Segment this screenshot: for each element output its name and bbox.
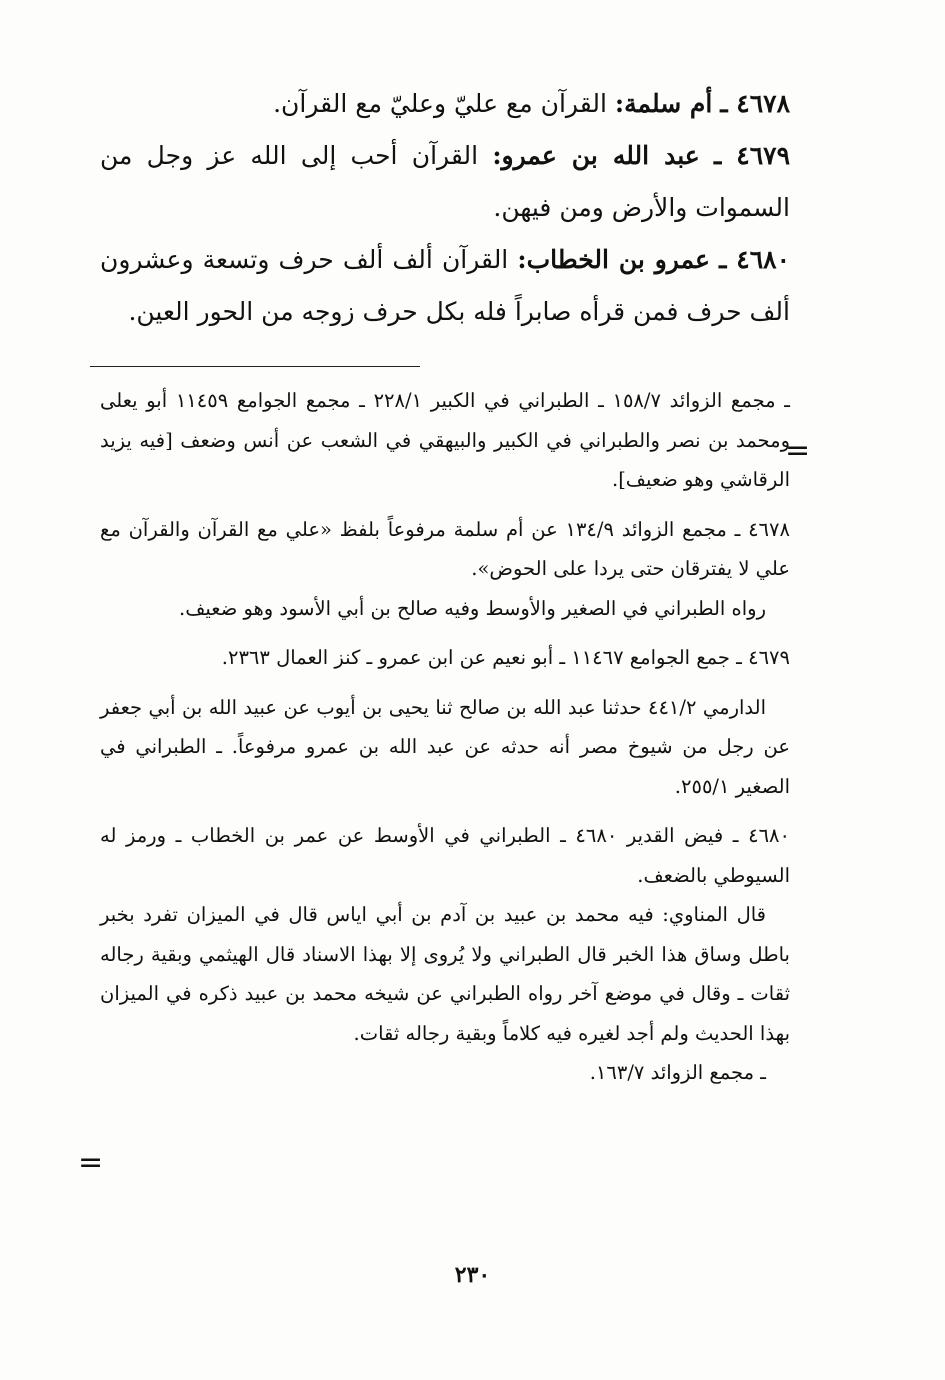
- entry-text: القرآن مع عليّ وعليّ مع القرآن.: [273, 89, 607, 118]
- entry-4678: [100, 78, 790, 130]
- footnote: ٤٦٧٨ ـ مجمع الزوائد ١٣٤/٩ عن أم سلمة مرفوعاً بلفظ «علي مع القرآن والقرآن مع علي لا يفترقان حتى يردا على الحوض».: [100, 517, 790, 580]
- entry-narrator: أم سلمة:: [614, 89, 713, 118]
- page-number: ٢٣٠: [454, 1262, 491, 1288]
- footnote: ـ مجمع الزوائد ١٥٨/٧ ـ الطبراني في الكبير ٢٢٨/١ ـ مجمع الجوامع ١١٤٥٩ أبو يعلى ومحمد بن نصر والطبراني في الكبير والبيهقي في الشعب عن أنس وضعف [فيه يزيد الرقاشي وهو ضعيف].: [100, 389, 791, 491]
- entry-number: ٤٦٧٩ ـ: [713, 141, 790, 170]
- footnote: ٤٦٨٠ ـ فيض القدير ٤٦٨٠ ـ الطبراني في الأوسط عن عمر بن الخطاب ـ ورمز له السيوطي بالضعف.: [100, 824, 790, 887]
- footnote: رواه الطبراني في الصغير والأوسط وفيه صالح بن أبي الأسود وهو ضعيف.: [179, 596, 766, 620]
- footnote: ـ مجمع الزوائد ١٦٣/٧.: [589, 1061, 766, 1084]
- entry-number: ٤٦٨٠ ـ: [719, 245, 791, 274]
- page-body: [100, 78, 790, 1103]
- entry-text: القرآن ألف ألف حرف وتسعة وعشرون ألف حرف فمن قرأه صابراً فله بكل حرف زوجه من الحور العين.: [100, 245, 790, 326]
- entry-4679: [100, 130, 790, 234]
- footnotes: [100, 381, 790, 1093]
- footnote: ٤٦٧٩ ـ جمع الجوامع ١١٤٦٧ ـ أبو نعيم عن ابن عمرو ـ كنز العمال ٢٣٦٣.: [221, 646, 790, 669]
- entry-number: ٤٦٧٨ ـ: [720, 89, 790, 118]
- entry-narrator: عمرو بن الخطاب:: [517, 245, 710, 274]
- entry-text: القرآن أحب إلى الله عز وجل من السموات والأرض ومن فيهن.: [100, 141, 790, 222]
- continuation-mark: =: [785, 433, 811, 468]
- continuation-mark: =: [78, 1145, 104, 1180]
- footnote: الدارمي ٤٤١/٢ حدثنا عبد الله بن صالح ثنا يحيى بن أيوب عن عبيد الله بن أبي جعفر عن رجل من شيوخ مصر أنه حدثه عن عبد الله بن عمرو مرفوعاً. ـ الطبراني في الصغير ٢٥٥/١.: [100, 695, 790, 798]
- entry-4680: [100, 234, 790, 338]
- footnote: قال المناوي: فيه محمد بن عبيد بن آدم بن أبي اياس قال في الميزان تفرد بخبر باطل وساق هذا الخبر قال الطبراني ولا يُروى إلا بهذا الاسناد قال الهيثمي وبقية رجاله ثقات ـ وقال في موضع آخر رواه الطبراني عن شيخه محمد بن عبيد ذكره في الميزان بهذا الحديث ولم أجد لغيره فيه كلاماً وبقية رجاله ثقات.: [100, 903, 790, 1045]
- entry-narrator: عبد الله بن عمرو:: [492, 141, 700, 170]
- footnote-separator: [90, 366, 420, 367]
